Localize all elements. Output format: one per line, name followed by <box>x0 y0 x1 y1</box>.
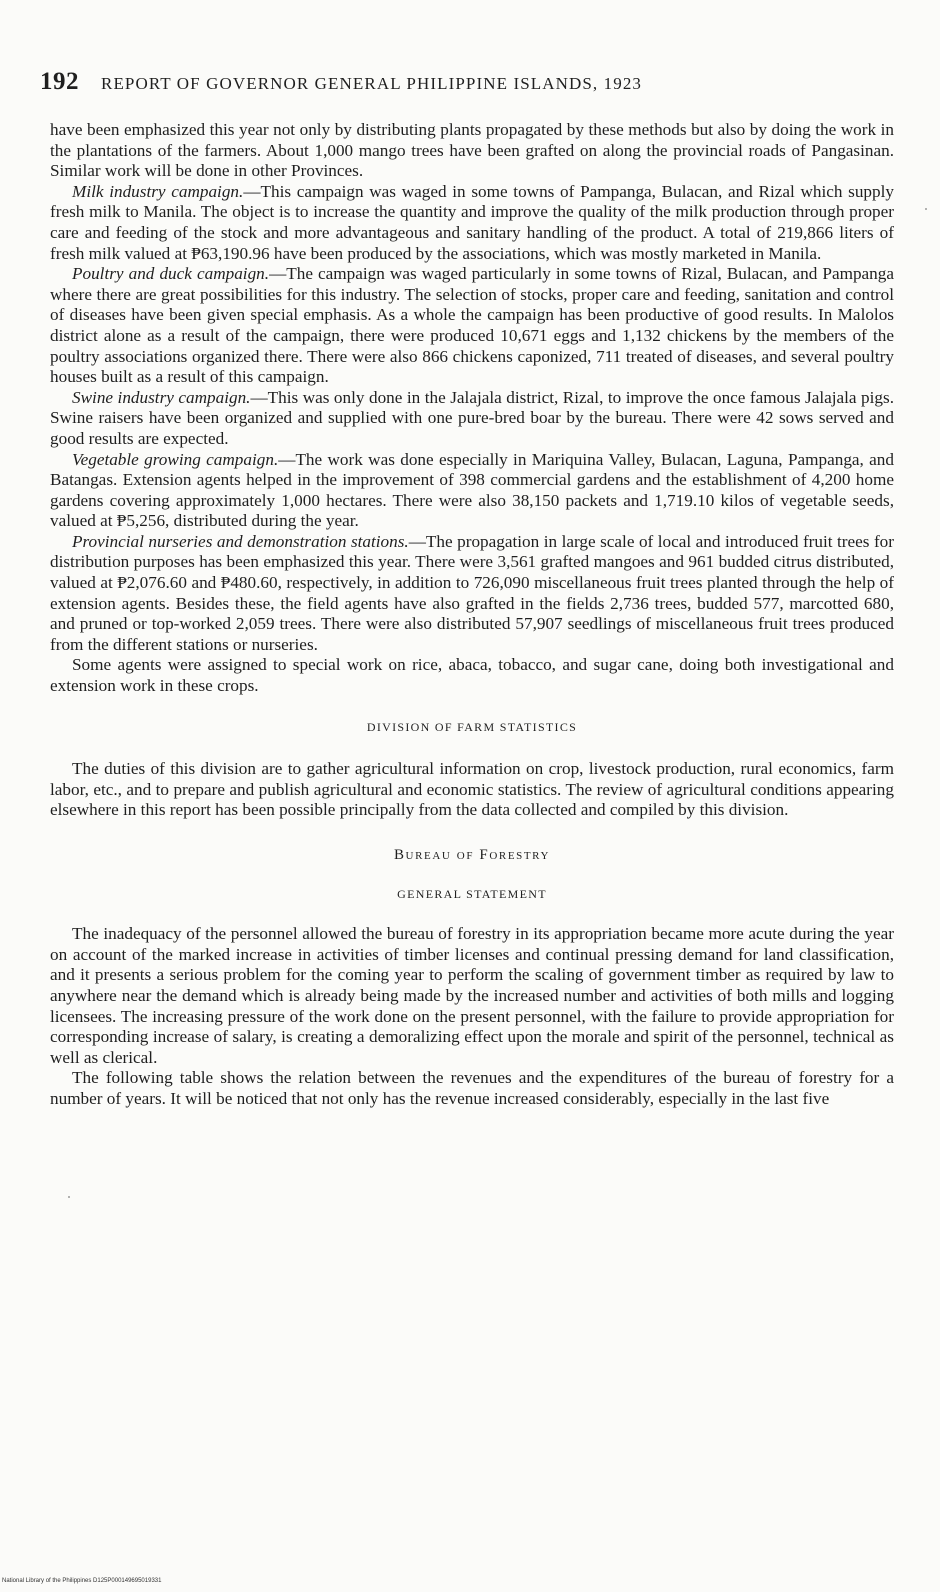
heading-bureau-forestry: Bureau of Forestry <box>393 847 551 863</box>
heading-general-statement: GENERAL STATEMENT <box>397 886 547 901</box>
paragraph-title: Poultry and duck campaign. <box>72 264 270 284</box>
paragraph-vegetable-growing <box>50 450 894 532</box>
paragraph-title: Provincial nurseries and demonstration stations. <box>72 531 409 551</box>
paragraph-body: —The work was done especially in Mariquina Valley, Bulacan, Laguna, Pampanga, and Batangas. Extension agents helped in the improvement of 398 commercial gardens and the establishment of 4,200 home gardens covering approximately 1,000 hectares. There were also 38,150 packets and 1,719.10 kilos of vegetable seeds, valued at ₱5,256, distributed during the year. <box>50 449 894 531</box>
paragraph-body: —This was only done in the Jalajala district, Rizal, to improve the once famous Jalajala pigs. Swine raisers have been organized and supplied with one pure-bred boar by the bureau. There were 42 sows served and good results are expected. <box>50 387 894 448</box>
running-head: REPORT OF GOVERNOR GENERAL PHILIPPINE ISLANDS, 1923 <box>101 74 643 93</box>
body-text <box>50 120 894 1110</box>
paragraph-provincial-nurseries <box>50 532 894 656</box>
paragraph-body: —The campaign was waged particularly in some towns of Rizal, Bulacan, and Pampanga where there are great possibilities for this industry. The selection of stocks, proper care and feeding, sanitation and control of diseases have been given special emphasis. As a whole the campaign has been productive of good results. In Malolos district alone as a result of the campaign, there were produced 10,671 eggs and 1,132 chickens by the members of the poultry associations organized there. There were also 866 chickens caponized, 711 treated of diseases, and several poultry houses built as a result of this campaign. <box>50 264 894 387</box>
heading-farm-statistics: DIVISION OF FARM STATISTICS <box>366 719 578 734</box>
paragraph-title: Milk industry campaign. <box>72 181 244 201</box>
paragraph-title: Swine industry campaign. <box>72 387 251 407</box>
paragraph-poultry-duck <box>50 264 894 388</box>
scan-footer: National Library of the Philippines D125P000149695019331 <box>2 1578 162 1584</box>
paragraph-special-work: Some agents were assigned to special work on rice, abaca, tobacco, and sugar cane, doing both investigational and extension work in these crops. <box>50 655 894 696</box>
paragraph-general-statement: The inadequacy of the personnel allowed the bureau of forestry in its appropriation became more acute during the year on account of the marked increase in activities of timber licenses and continual pressing demand for land classification, and it presents a serious problem for the coming year to perform the scaling of government timber as required by law to anywhere near the demand which is already being made by the increased number and activities of both mills and logging licensees. The increasing pressure of the work done on the present personnel, with the failure to provide appropriation for corresponding increase of salary, is creating a demoralizing effect upon the morale and spirit of the personnel, technical as well as clerical. <box>50 924 894 1067</box>
paragraph-body: —This campaign was waged in some towns of Pampanga, Bulacan, and Rizal which supply fresh milk to Manila. The object is to increase the quantity and improve the quality of the milk production through proper care and feeding of the stock and more advantageous and sanitary handling of the product. A total of 219,866 liters of fresh milk valued at ₱63,190.96 have been produced by the associations, which was mostly marketed in Manila. <box>50 181 894 263</box>
paragraph-continuation: have been emphasized this year not only by distributing plants propagated by these methods but also by doing the work in the plantations of the farmers. About 1,000 mango trees have been grafted on along the provincial roads of Pangasinan. Similar work will be done in other Provinces. <box>50 120 894 181</box>
paper-speck <box>925 208 927 210</box>
paragraph-milk-industry <box>50 182 894 264</box>
paragraph-swine-industry <box>50 388 894 450</box>
paragraph-revenue-table-intro: The following table shows the relation between the revenues and the expenditures of the bureau of forestry for a number of years. It will be noticed that not only has the revenue increased considerably, especially in the last five <box>50 1068 894 1108</box>
page-header <box>40 68 900 96</box>
paper-speck <box>68 1196 70 1198</box>
page-number: 192 <box>40 68 79 95</box>
paragraph-body: —The propagation in large scale of local and introduced fruit trees for distribution purposes has been emphasized this year. There were 3,561 grafted mangoes and 961 budded citrus distributed, valued at ₱2,076.60 and ₱480.60, respectively, in addition to 726,090 miscellaneous fruit trees planted through the help of extension agents. Besides these, the field agents have also grafted in the fields 2,736 trees, budded 577, marcotted 680, and pruned or top-worked 2,059 trees. There were also distributed 57,907 seedlings of miscellaneous fruit trees produced from the different stations or nurseries. <box>50 531 895 654</box>
paragraph-farm-statistics: The duties of this division are to gather agricultural information on crop, livestock production, rural economics, farm labor, etc., and to prepare and publish agricultural and economic statistics. The review of agricultural conditions appearing elsewhere in this report has been possible principally from the data collected and compiled by this division. <box>50 759 894 820</box>
paragraph-title: Vegetable growing campaign. <box>72 449 279 469</box>
